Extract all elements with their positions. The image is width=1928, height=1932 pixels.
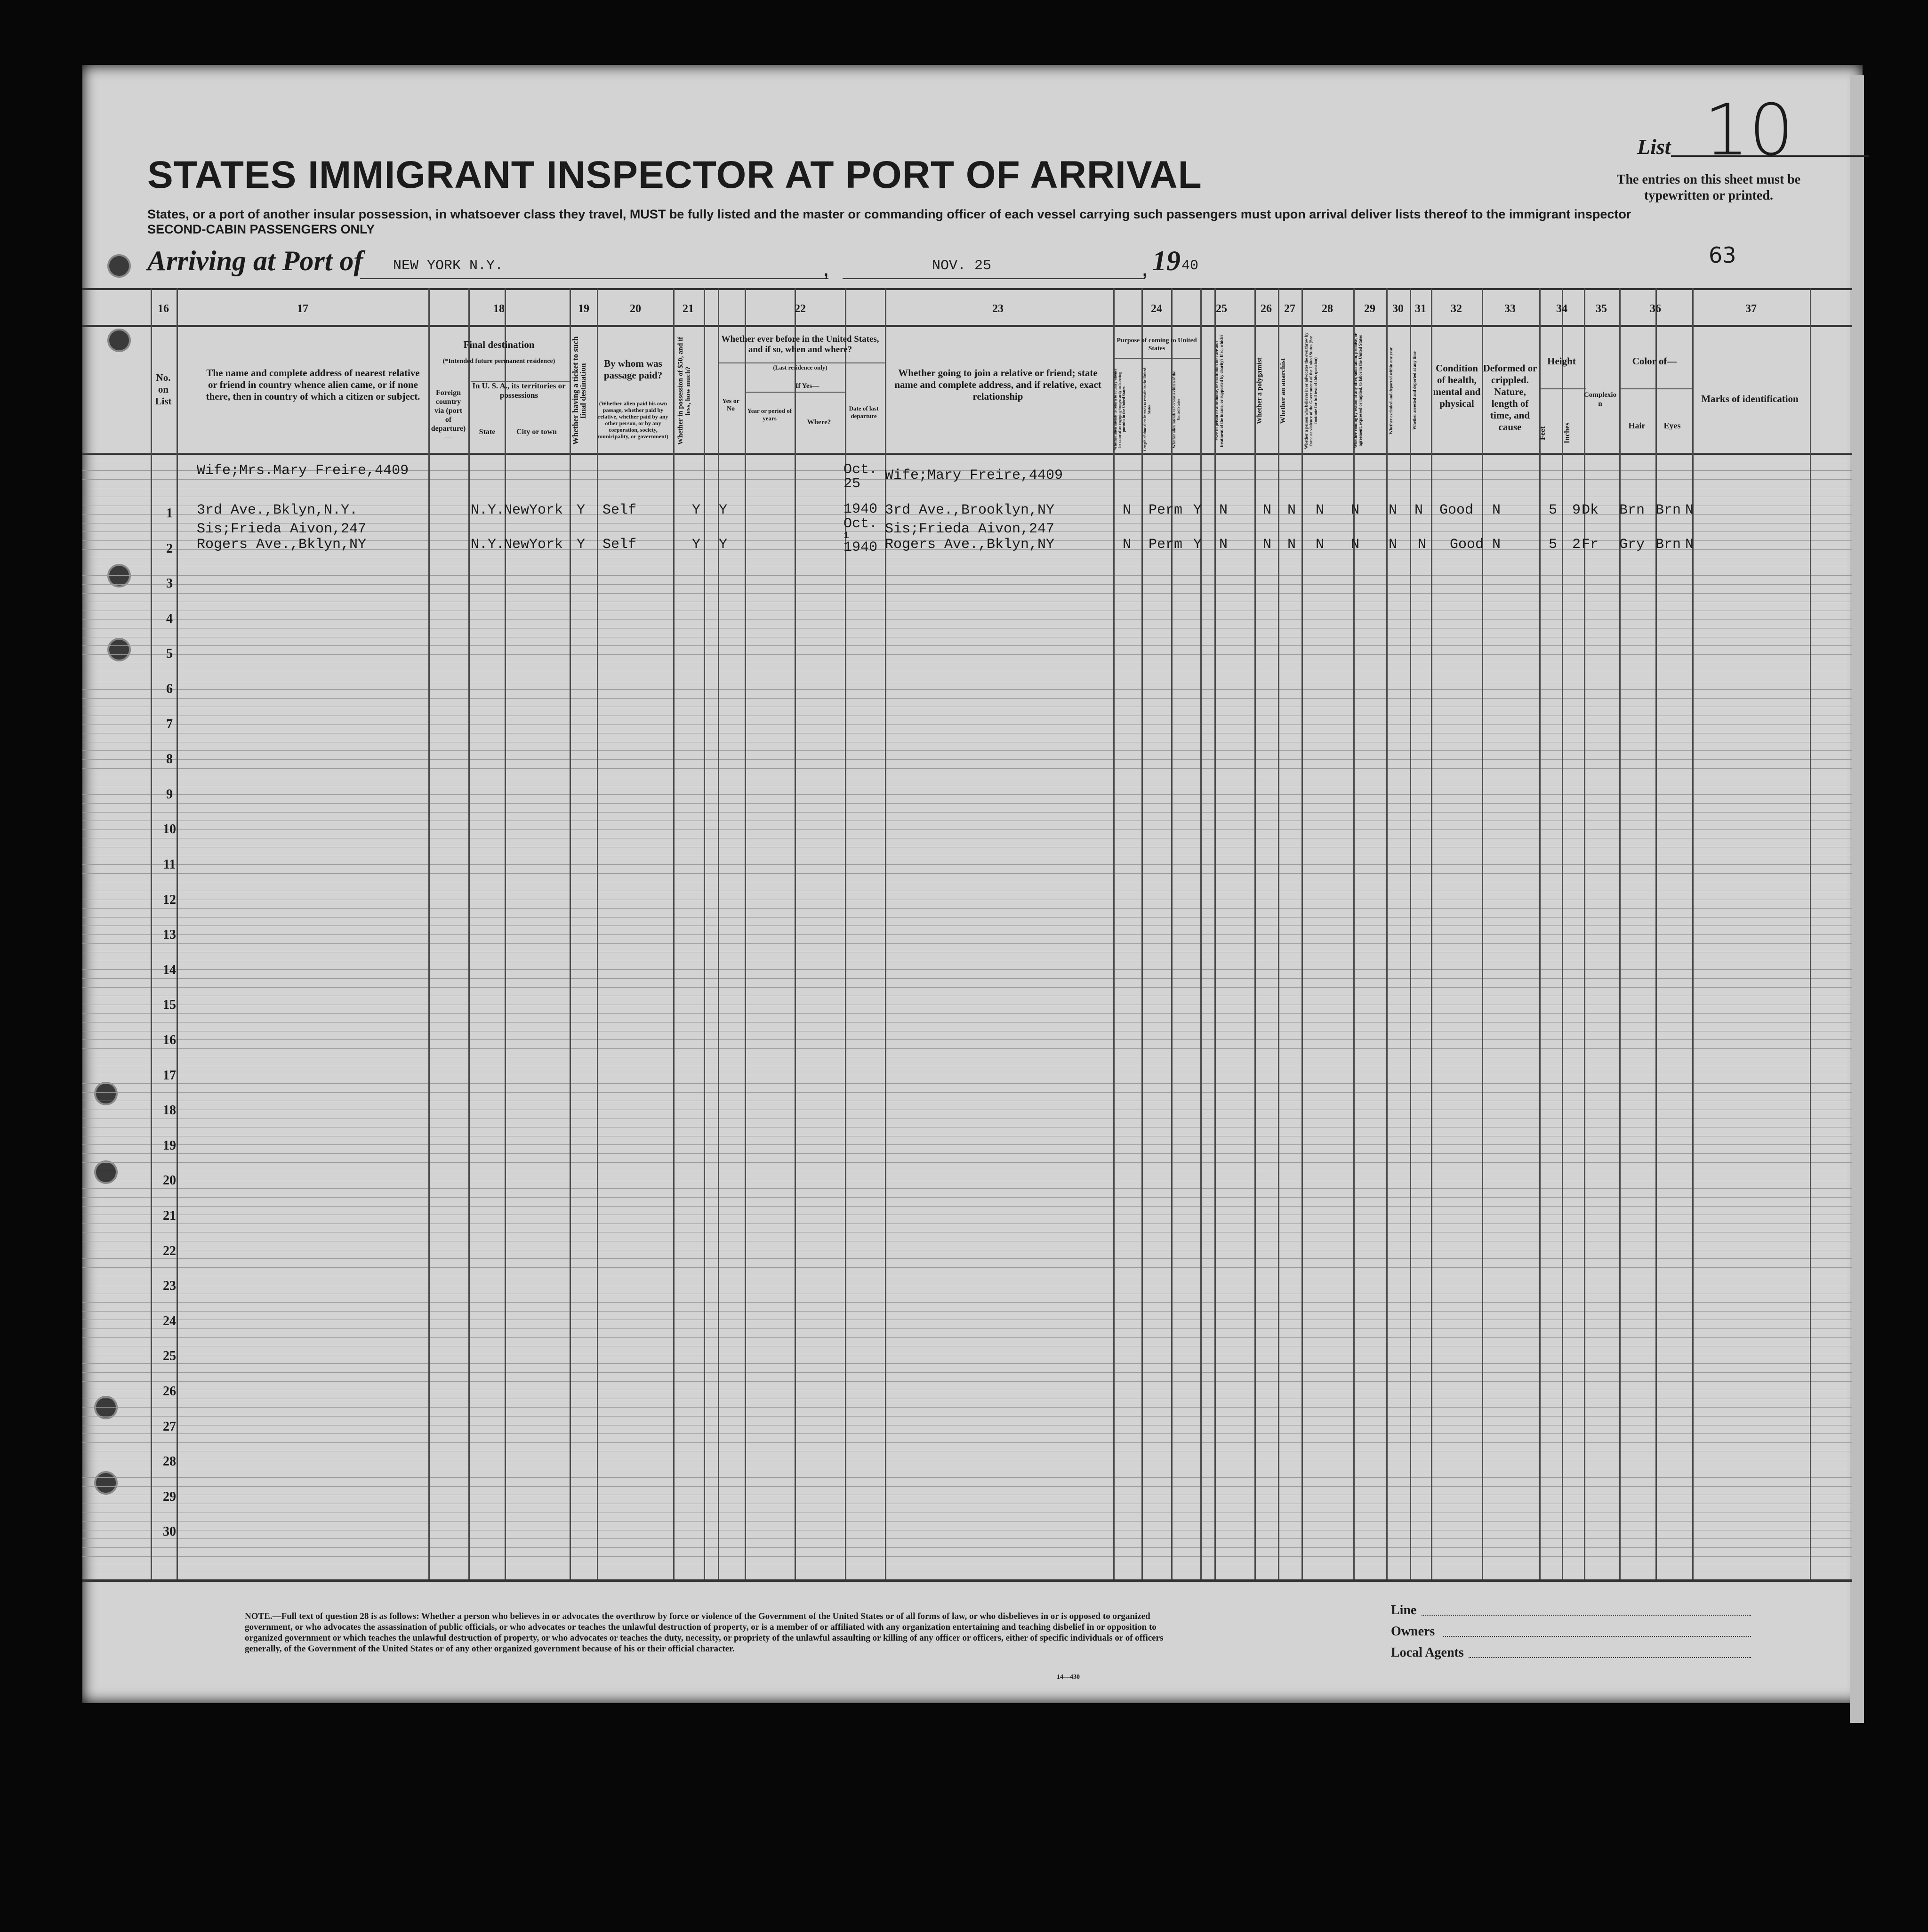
- entry-possession: Y: [692, 502, 701, 518]
- entry-q30: N: [1389, 537, 1398, 553]
- form-code: 14—430: [1057, 1674, 1080, 1681]
- rule-line: [82, 1486, 1852, 1487]
- entry-purpose-b: Perm: [1149, 502, 1183, 518]
- date-value: NOV. 25: [932, 258, 992, 274]
- header-where: Where?: [807, 419, 831, 426]
- entry-eyes: Brn: [1655, 537, 1681, 553]
- rule-line: [82, 1442, 1852, 1443]
- row-number: 11: [163, 857, 176, 872]
- entry-city: NewYork: [504, 502, 563, 518]
- column-number: 16: [158, 303, 169, 315]
- column-number: 28: [1322, 303, 1333, 315]
- column-rule: [1410, 288, 1411, 1579]
- owners-field: [1443, 1636, 1751, 1637]
- list-number: 10: [1704, 89, 1794, 171]
- header-city: City or town: [516, 428, 557, 436]
- header-purpose: Purpose of coming to United States: [1117, 337, 1197, 352]
- rule-line: [82, 1311, 1852, 1312]
- date-line: [843, 278, 1144, 279]
- header-state: State: [479, 428, 496, 436]
- rule-line: [82, 1013, 1852, 1014]
- entry-hair: Brn: [1619, 502, 1645, 518]
- rule-line: [82, 1258, 1852, 1259]
- rule-line: [82, 943, 1852, 944]
- row-number: 29: [163, 1489, 176, 1504]
- entry-q25: N: [1219, 537, 1228, 553]
- entry-health: Good: [1450, 537, 1484, 553]
- column-rule: [597, 288, 598, 1579]
- header-inches: Inches: [1563, 422, 1571, 444]
- header-purpose-b: Length of time alien intends to remain in the United States: [1143, 368, 1151, 451]
- column-number: 17: [297, 303, 308, 315]
- row-number: 8: [166, 752, 173, 767]
- header-q28: Whether a person who believes in or advocates the overthrow by force or violence of the Government of the United States (See footnote for full text of this question): [1304, 332, 1318, 449]
- entry-joining-line2: 3rd Ave.,Brooklyn,NY: [885, 502, 1055, 518]
- column-rule: [1353, 288, 1355, 1579]
- entry-departure-line2: 1: [844, 531, 850, 541]
- entry-q25: N: [1219, 502, 1228, 518]
- rule-line: [82, 1039, 1852, 1040]
- entry-ticket: Y: [577, 502, 586, 518]
- row-number: 15: [163, 998, 176, 1013]
- row-number: 10: [163, 822, 176, 837]
- rule-line: [82, 1302, 1852, 1303]
- row-number: 25: [163, 1349, 176, 1364]
- rule-line: [82, 575, 1852, 576]
- entry-q29: N: [1351, 502, 1360, 518]
- entry-purpose-a: N: [1123, 502, 1132, 518]
- column-rule: [1200, 288, 1202, 1579]
- entry-relative-line2: 3rd Ave.,Bklyn,N.Y.: [197, 502, 358, 518]
- rule-line: [82, 1556, 1852, 1557]
- line-field: [1422, 1615, 1751, 1616]
- rule-line: [82, 864, 1852, 865]
- header-prison: Ever in prison or almshouse, or institution for care and treatment of the insane, or supported by charity? If so, which?: [1214, 334, 1224, 447]
- header-joining-relative: Whether going to join a relative or friend; state name and complete address, and if relative, exact relationship: [894, 367, 1101, 402]
- column-number: 26: [1261, 303, 1272, 315]
- header-year-period: Year or period of years: [747, 407, 792, 422]
- port-line: [360, 278, 828, 279]
- entry-q31: N: [1414, 502, 1423, 518]
- entry-q30: N: [1389, 502, 1398, 518]
- entry-relative-line1: Wife;Mrs.Mary Freire,4409: [197, 463, 409, 479]
- rule-line: [82, 1048, 1852, 1049]
- column-rule: [1254, 288, 1256, 1579]
- entry-marks: N: [1685, 537, 1694, 553]
- rule-line: [82, 1433, 1852, 1434]
- entry-deformed: N: [1492, 502, 1501, 518]
- column-number: 30: [1392, 303, 1404, 315]
- row-number: 14: [163, 962, 176, 977]
- header-passage-paid: By whom was passage paid?: [603, 358, 663, 381]
- entry-departure-line2: 25: [844, 476, 861, 492]
- entry-q31: N: [1418, 537, 1427, 553]
- column-number: 33: [1504, 303, 1516, 315]
- row-number: 12: [163, 892, 176, 907]
- header-possession: Whether in possession of $50, and if less, how much?: [677, 337, 692, 445]
- column-rule: [1214, 288, 1216, 1579]
- rule-line: [82, 759, 1852, 760]
- column-rule: [745, 288, 746, 1579]
- column-rule: [1584, 288, 1585, 1579]
- rule-line: [82, 1477, 1852, 1478]
- row-number: 9: [166, 787, 173, 802]
- header-deformed: Deformed or crippled. Nature, length of time, and cause: [1483, 362, 1537, 433]
- row-number: 21: [163, 1208, 176, 1223]
- row-number: 24: [163, 1313, 176, 1328]
- header-hair: Hair: [1628, 421, 1646, 430]
- entry-complexion: Dk: [1582, 502, 1599, 518]
- year-suffix: 40: [1181, 258, 1199, 274]
- header-no-on-list: No. on List: [155, 372, 172, 407]
- column-number: 36: [1650, 303, 1661, 315]
- row-number: 1: [166, 506, 173, 521]
- entry-possession: Y: [692, 537, 701, 553]
- agents-label: Local Agents: [1391, 1645, 1464, 1660]
- rule-line: [82, 1206, 1852, 1207]
- punch-hole: [94, 1471, 118, 1495]
- column-rule: [1692, 288, 1694, 1579]
- header-ticket: Whether having a ticket to such final destination: [571, 336, 587, 445]
- list-label: List: [1637, 135, 1671, 159]
- rule-line: [82, 1188, 1852, 1189]
- rule-line: [82, 908, 1852, 909]
- footnote: NOTE.—Full text of question 28 is as follows: Whether a person who believes in or advocates the overthrow by force or violence of the Government of the United States or of all forms of law, or who disbelieves in or is opposed to organized government, or who advocates the assassination of public officials, or who advocates or teaches the unlawful destruction of property, or is a member of or affiliated with any organization entertaining and teaching disbelief in or opposition to organized government or which teaches the unlawful destruction of property, or who advocates or teaches the duty, necessity, or propriety of the unlawful assaulting or killing of any officer or officers, either of specific individuals or of officers generally, of the Government of the United States or of any other organized government because of his or their official character.: [245, 1611, 1164, 1654]
- row-number: 13: [163, 927, 176, 942]
- entry-departure-line1: Oct.: [844, 462, 878, 478]
- rule-line: [82, 724, 1852, 725]
- entry-eyes: Brn: [1655, 502, 1681, 518]
- header-complexion: Complexion: [1583, 391, 1617, 408]
- rule-line: [82, 619, 1852, 620]
- column-number: 21: [683, 303, 694, 315]
- column-rule: [1810, 288, 1811, 1579]
- rule-line: [82, 1416, 1852, 1417]
- punch-hole: [94, 1082, 118, 1105]
- header-health: Condition of health, mental and physical: [1433, 362, 1481, 409]
- rule-line: [82, 1197, 1852, 1198]
- row-number: 5: [166, 646, 173, 661]
- entry-hair: Gry: [1619, 537, 1645, 553]
- row-number: 20: [163, 1173, 176, 1188]
- header-yes-no: Yes or No: [722, 398, 739, 412]
- header-marks: Marks of identification: [1701, 393, 1799, 404]
- rule-line: [82, 288, 1852, 290]
- rule-line: [82, 1337, 1852, 1338]
- subtitle: States, or a port of another insular possession, in whatsoever class they travel, MUST be fully listed and the master or commanding officer of each vessel carrying such passengers must upon arrival deliver lists thereof to the immigrant inspector: [147, 207, 1631, 221]
- column-rule: [570, 288, 571, 1579]
- row-number: 3: [166, 576, 173, 591]
- punch-hole: [107, 254, 131, 278]
- punch-hole: [107, 638, 131, 661]
- entry-feet: 5: [1549, 537, 1558, 553]
- entries-note: The entries on this sheet must be typewritten or printed.: [1616, 172, 1801, 203]
- rule-line: [82, 987, 1852, 988]
- row-number: 16: [163, 1033, 176, 1047]
- column-rule: [1301, 288, 1303, 1579]
- header-ever-before: Whether ever before in the United States, and if so, when and where?: [721, 334, 879, 354]
- column-number: 19: [578, 303, 589, 315]
- column-number: 32: [1451, 303, 1462, 315]
- column-rule: [718, 288, 719, 1579]
- entry-feet: 5: [1549, 502, 1558, 518]
- entry-state: N.Y.: [471, 502, 505, 518]
- column-rule: [1539, 288, 1541, 1579]
- row-number: 30: [163, 1524, 176, 1539]
- row-number: 27: [163, 1419, 176, 1434]
- entry-deformed: N: [1492, 537, 1501, 553]
- rule-line: [82, 1372, 1852, 1373]
- column-rule: [1619, 288, 1621, 1579]
- handwritten-number: 63: [1709, 242, 1736, 268]
- rule-line: [82, 1328, 1852, 1329]
- page-title: STATES IMMIGRANT INSPECTOR AT PORT OF ARRIVAL: [147, 153, 1202, 196]
- rule-line: [82, 1144, 1852, 1145]
- punch-hole: [94, 1160, 118, 1184]
- header-nearest-relative: The name and complete address of nearest relative or friend in country whence alien came, or if none there, then in country of which a citizen or subject.: [206, 367, 420, 402]
- column-number: 37: [1745, 303, 1757, 315]
- entry-ever-before: Y: [719, 537, 728, 553]
- rule-line: [82, 1538, 1852, 1539]
- rule-line: [82, 584, 1852, 585]
- column-rule: [151, 288, 152, 1579]
- rule-line: [82, 934, 1852, 935]
- rule-line: [82, 1153, 1852, 1154]
- punch-hole: [107, 329, 131, 352]
- entry-complexion: Fr: [1582, 537, 1599, 553]
- column-rule: [1655, 288, 1657, 1579]
- header-final-destination-note: (*Intended future permanent residence): [442, 358, 555, 365]
- header-q29: Whether coming by reason of any offer, solicitation, promise, or agreement, expressed or implied, to labor in the United States: [1353, 333, 1363, 449]
- row-number: 26: [163, 1384, 176, 1399]
- column-number: 29: [1364, 303, 1375, 315]
- entry-inches: 2: [1572, 537, 1581, 553]
- entry-paid-by: Self: [602, 537, 637, 553]
- arriving-label: Arriving at Port of: [147, 245, 363, 276]
- entry-purpose-c: Y: [1193, 502, 1202, 518]
- rule-line: [82, 1547, 1852, 1548]
- column-rule: [1278, 288, 1279, 1579]
- row-number: 2: [166, 541, 173, 556]
- entry-ever-before: Y: [719, 502, 728, 518]
- entry-health: Good: [1439, 502, 1474, 518]
- entry-departure-line1: Oct.: [844, 516, 878, 532]
- owners-label: Owners: [1391, 1624, 1435, 1639]
- column-rule: [1482, 288, 1483, 1579]
- column-rule: [1386, 288, 1388, 1579]
- rule-line: [82, 1579, 1852, 1582]
- entry-inches: 9: [1572, 502, 1581, 518]
- row-number: 7: [166, 716, 173, 732]
- entry-purpose-a: N: [1123, 537, 1132, 553]
- column-rule: [673, 288, 675, 1579]
- line-label: Line: [1391, 1603, 1417, 1618]
- entry-q27: N: [1287, 537, 1296, 553]
- agents-field: [1469, 1657, 1751, 1658]
- column-rule: [428, 288, 430, 1579]
- entry-state: N.Y.: [471, 537, 505, 553]
- rule-line: [82, 1381, 1852, 1382]
- header-anarchist: Whether an anarchist: [1279, 358, 1287, 424]
- entry-joining-line1: Wife;Mary Freire,4409: [885, 467, 1063, 483]
- column-rule: [1171, 288, 1173, 1579]
- column-rule: [795, 288, 796, 1579]
- entry-paid-by: Self: [602, 502, 637, 518]
- header-height: Height: [1547, 355, 1576, 367]
- rule-line: [82, 1267, 1852, 1268]
- column-number: 20: [630, 303, 641, 315]
- header-feet: Feet: [1539, 426, 1547, 440]
- entry-purpose-b: Perm: [1149, 537, 1183, 553]
- header-in-usa: In U. S. A., its territories or possessions: [472, 381, 566, 400]
- column-number: 34: [1556, 303, 1567, 315]
- rule-line: [82, 768, 1852, 769]
- header-eyes: Eyes: [1663, 421, 1681, 430]
- row-number: 22: [163, 1243, 176, 1258]
- rule-line: [82, 750, 1852, 751]
- entry-joining-line2: Rogers Ave.,Bklyn,NY: [885, 537, 1055, 553]
- header-q30: Whether excluded and deported within one year: [1389, 347, 1393, 435]
- row-number: 19: [163, 1138, 176, 1153]
- rule-line: [82, 1363, 1852, 1364]
- rule-line: [82, 873, 1852, 874]
- header-if-yes: If Yes—: [795, 382, 819, 390]
- rule-line: [82, 978, 1852, 979]
- row-number: 6: [166, 682, 173, 696]
- entry-q27: N: [1287, 502, 1296, 518]
- entry-departure-line3: 1940: [844, 501, 878, 517]
- entry-marks: N: [1685, 502, 1694, 518]
- column-number: 24: [1151, 303, 1162, 315]
- row-number: 17: [163, 1068, 176, 1083]
- rule-line: [82, 698, 1852, 699]
- rule-line: [82, 645, 1852, 646]
- row-number: 4: [166, 611, 173, 626]
- rule-line: [82, 593, 1852, 594]
- rule-line: [82, 1407, 1852, 1408]
- rule-line: [82, 812, 1852, 813]
- column-number: 27: [1284, 303, 1295, 315]
- entry-q28: N: [1316, 537, 1325, 553]
- column-number: 18: [493, 303, 505, 315]
- column-number: 35: [1596, 303, 1607, 315]
- column-rule: [1431, 288, 1432, 1579]
- rule-line: [82, 829, 1852, 830]
- column-number: 23: [992, 303, 1004, 315]
- entry-q29: N: [1351, 537, 1360, 553]
- column-number: 31: [1415, 303, 1426, 315]
- header-purpose-c: Whether alien intends to become a citizen of the United States: [1172, 371, 1181, 448]
- entry-q26: N: [1263, 502, 1272, 518]
- column-rule: [1562, 288, 1563, 1579]
- header-q31: Whether arrested and deported at any time: [1412, 351, 1417, 430]
- header-final-destination: Final destination: [463, 339, 535, 350]
- column-rule: [1113, 288, 1115, 1579]
- entry-q26: N: [1263, 537, 1272, 553]
- entry-relative-line1: Sis;Frieda Aivon,247: [197, 521, 367, 537]
- rule-line: [82, 917, 1852, 918]
- rule-line: [1113, 358, 1200, 359]
- column-number: 25: [1216, 303, 1227, 315]
- comma: ,: [823, 255, 829, 281]
- column-rule: [704, 288, 705, 1579]
- rule-line: [82, 1083, 1852, 1084]
- entry-q28: N: [1316, 502, 1325, 518]
- entry-departure-line3: 1940: [844, 539, 878, 555]
- comma: ,: [1141, 255, 1148, 281]
- port-value: NEW YORK N.Y.: [393, 258, 504, 274]
- entry-city: NewYork: [504, 537, 563, 553]
- row-number: 18: [163, 1103, 176, 1118]
- entry-joining-line1: Sis;Frieda Aivon,247: [885, 521, 1055, 537]
- column-rule: [505, 288, 506, 1579]
- entry-purpose-c: Y: [1193, 537, 1202, 553]
- rule-line: [82, 1162, 1852, 1163]
- class-line: SECOND-CABIN PASSENGERS ONLY: [147, 222, 375, 236]
- header-ever-before-note: (Last residence only): [773, 364, 827, 371]
- header-passage-note: (Whether alien paid his own passage, whether paid by relative, whether paid by any other person, or by any corporation, society, municipality, or government): [598, 400, 668, 440]
- rule-line: [82, 803, 1852, 804]
- rule-line: [82, 969, 1852, 970]
- header-color-of: Color of—: [1632, 355, 1677, 367]
- row-number: 23: [163, 1279, 176, 1294]
- rule-line: [82, 325, 1852, 327]
- column-rule: [1141, 288, 1143, 1579]
- entry-ticket: Y: [577, 537, 586, 553]
- rule-line: [82, 689, 1852, 690]
- rule-line: [82, 794, 1852, 795]
- rule-line: [82, 1092, 1852, 1093]
- column-rule: [468, 288, 470, 1579]
- rule-line: [82, 654, 1852, 655]
- header-purpose-a: Whether alien intends to return to country whence he came after engaging temporarily in laboring pursuits in the United States: [1113, 369, 1126, 451]
- sheet-edge: [1850, 75, 1864, 1723]
- entry-relative-line2: Rogers Ave.,Bklyn,NY: [197, 537, 367, 553]
- row-number: 28: [163, 1454, 176, 1469]
- year-prefix: 19: [1152, 245, 1181, 276]
- column-number: 22: [795, 303, 806, 315]
- header-polygamist: Whether a polygamist: [1256, 357, 1263, 424]
- header-foreign-country: Foreign country via (port of departure)—: [431, 389, 466, 442]
- header-date-departure: Date of last departure: [849, 405, 879, 419]
